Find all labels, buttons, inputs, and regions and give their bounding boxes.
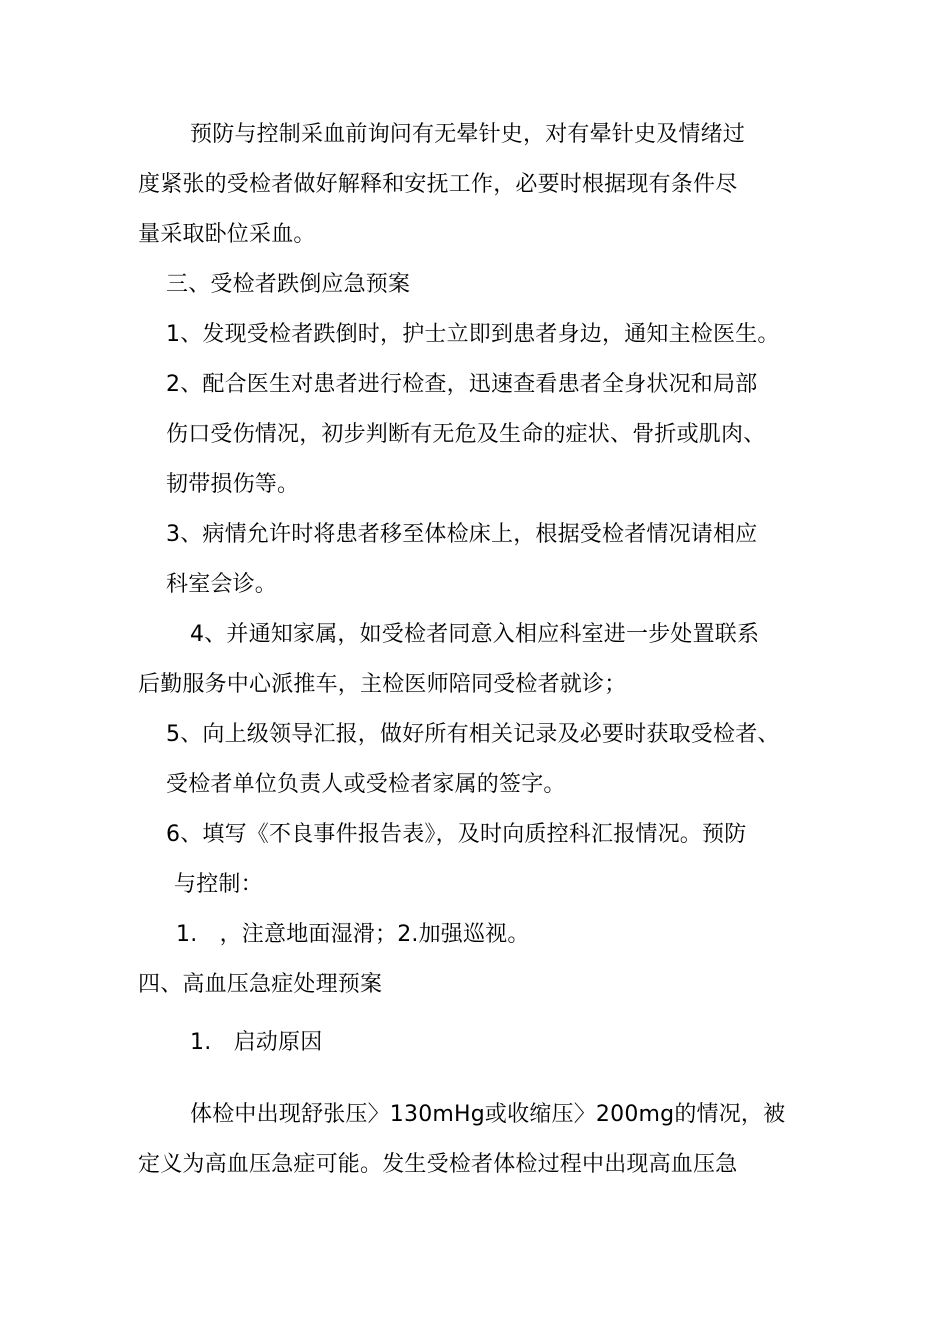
text-line: 1. ，注意地面湿滑；2.加强巡视。 <box>176 922 530 947</box>
text-line: 1、发现受检者跌倒时，护士立即到患者身边，通知主检医生。 <box>166 322 780 347</box>
text-line: 4、并通知家属，如受检者同意入相应科室进一步处置联系 <box>190 622 760 647</box>
text-line: 科室会诊。 <box>166 572 278 597</box>
text-line: 定义为高血压急症可能。发生受检者体检过程中出现高血压急 <box>138 1152 738 1177</box>
text-line: 后勤服务中心派推车，主检医师陪同受检者就诊； <box>138 672 627 697</box>
text-line: 量采取卧位采血。 <box>138 222 316 247</box>
section-heading: 四、高血压急症处理预案 <box>138 972 383 997</box>
subsection-heading: 1. 启动原因 <box>190 1030 323 1055</box>
text-line: 韧带损伤等。 <box>166 472 300 497</box>
text-line: 2、配合医生对患者进行检查，迅速查看患者全身状况和局部 <box>166 372 758 397</box>
text-line: 伤口受伤情况，初步判断有无危及生命的症状、骨折或肌肉、 <box>166 422 766 447</box>
text-line: 3、病情允许时将患者移至体检床上，根据受检者情况请相应 <box>166 522 758 547</box>
text-line: 度紧张的受检者做好解释和安抚工作，必要时根据现有条件尽 <box>138 172 738 197</box>
section-heading: 三、受检者跌倒应急预案 <box>166 272 411 297</box>
text-line: 受检者单位负责人或受检者家属的签字。 <box>166 772 566 797</box>
text-line: 与控制： <box>174 872 263 897</box>
text-line: 5、向上级领导汇报，做好所有相关记录及必要时获取受检者、 <box>166 722 780 747</box>
text-line: 预防与控制采血前询问有无晕针史，对有晕针史及情绪过 <box>190 122 746 147</box>
text-line: 6、填写《不良事件报告表》，及时向质控科汇报情况。预防 <box>166 822 747 847</box>
text-line: 体检中出现舒张压〉130mHg或收缩压〉200mg的情况，被 <box>190 1102 786 1127</box>
